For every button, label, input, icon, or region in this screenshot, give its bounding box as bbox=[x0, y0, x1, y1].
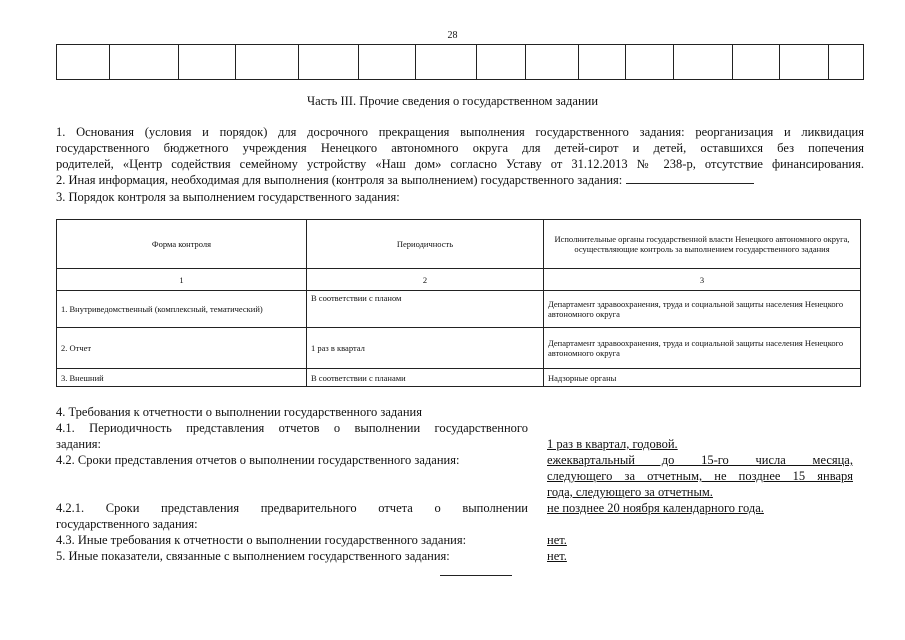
control-table bbox=[56, 219, 861, 387]
item2-text: 2. Иная информация, необходимая для выполнения (контроля за выполнением) государственного задания: bbox=[56, 173, 623, 187]
item3-text: 3. Порядок контроля за выполнением государственного задания: bbox=[56, 190, 400, 204]
cell-form: 1. Внутриведомственный (комплексный, тематический) bbox=[57, 291, 307, 328]
item4-2-1-label-line2: государственного задания: bbox=[56, 517, 198, 531]
end-separator-line bbox=[440, 575, 512, 576]
grid-cell bbox=[674, 45, 733, 80]
grid-cell bbox=[477, 45, 526, 80]
grid-cell bbox=[733, 45, 780, 80]
part-title: Часть III. Прочие сведения о государственном задании bbox=[306, 94, 599, 108]
grid-cell bbox=[579, 45, 626, 80]
cell-authority: Надзорные органы bbox=[544, 369, 861, 387]
cell-form: 2. Отчет bbox=[57, 328, 307, 369]
cell-periodicity: В соответствии с планом bbox=[307, 291, 544, 328]
grid-cell bbox=[110, 45, 179, 80]
item1-line3: родителей, «Центр содействия семейному устройству «Наш дом» согласно Уставу от 31.12.2013 № 238-р, отсутствие финансирования. bbox=[56, 157, 864, 171]
item4-heading: 4. Требования к отчетности о выполнении государственного задания bbox=[56, 405, 422, 419]
item4-2-value-line2: следующего за отчетным, не позднее 15 января bbox=[547, 469, 853, 483]
item4-2-value-line1: ежеквартальный до 15-го числа месяца, bbox=[547, 453, 853, 467]
col-number: 2 bbox=[307, 269, 544, 291]
cell-periodicity: В соответствии с планами bbox=[307, 369, 544, 387]
blank-fill-line bbox=[626, 173, 754, 184]
cell-form: 3. Внешний bbox=[57, 369, 307, 387]
grid-cell bbox=[829, 45, 864, 80]
grid-cell bbox=[416, 45, 477, 80]
item1-line1: 1. Основания (условия и порядок) для досрочного прекращения выполнения государственного задания: реорганизация и ликвидация bbox=[56, 125, 864, 139]
item4-1-label-line2: задания: bbox=[56, 437, 101, 451]
table-row bbox=[57, 369, 861, 387]
item1-line2: государственного бюджетного учреждения Ненецкого автономного округа для детей-сирот и детей, оставшихся без попечения bbox=[56, 141, 864, 155]
grid-cell bbox=[359, 45, 416, 80]
table-row bbox=[57, 291, 861, 328]
table-row bbox=[57, 328, 861, 369]
item4-2-1-value: не позднее 20 ноября календарного года. bbox=[547, 501, 764, 515]
cell-periodicity: 1 раз в квартал bbox=[307, 328, 544, 369]
header-periodicity: Периодичность bbox=[307, 220, 544, 269]
item4-2-1-label-line1: 4.2.1. Сроки представления предварительного отчета о выполнении bbox=[56, 501, 528, 515]
item4-2-value-line3: года, следующего за отчетным. bbox=[547, 485, 713, 499]
item4-2-label: 4.2. Сроки представления отчетов о выполнении государственного задания: bbox=[56, 453, 460, 467]
grid-cell bbox=[57, 45, 110, 80]
item4-3-label: 4.3. Иные требования к отчетности о выполнении государственного задания: bbox=[56, 533, 467, 547]
grid-cell bbox=[299, 45, 359, 80]
cell-authority: Департамент здравоохранения, труда и социальной защиты населения Ненецкого автономного округа bbox=[544, 328, 861, 369]
col-number: 3 bbox=[544, 269, 861, 291]
grid-cell bbox=[179, 45, 236, 80]
item5-label: 5. Иные показатели, связанные с выполнением государственного задания: bbox=[56, 549, 450, 563]
header-authorities: Исполнительные органы государственной власти Ненецкого автономного округа, осуществляющие контроль за выполнением государственного задания bbox=[544, 220, 861, 269]
item2-line bbox=[56, 172, 864, 188]
cell-authority: Департамент здравоохранения, труда и социальной защиты населения Ненецкого автономного округа bbox=[544, 291, 861, 328]
item4-1-label-line1: 4.1. Периодичность представления отчетов о выполнении государственного bbox=[56, 421, 528, 435]
grid-cell bbox=[780, 45, 829, 80]
empty-header-grid bbox=[56, 44, 864, 80]
item4-1-value: 1 раз в квартал, годовой. bbox=[547, 437, 678, 451]
col-number: 1 bbox=[57, 269, 307, 291]
grid-cell bbox=[236, 45, 299, 80]
grid-cell bbox=[626, 45, 674, 80]
page-number: 28 bbox=[447, 30, 458, 41]
item4-3-value: нет. bbox=[547, 533, 567, 547]
header-form: Форма контроля bbox=[57, 220, 307, 269]
item5-value: нет. bbox=[547, 549, 567, 563]
grid-cell bbox=[526, 45, 579, 80]
